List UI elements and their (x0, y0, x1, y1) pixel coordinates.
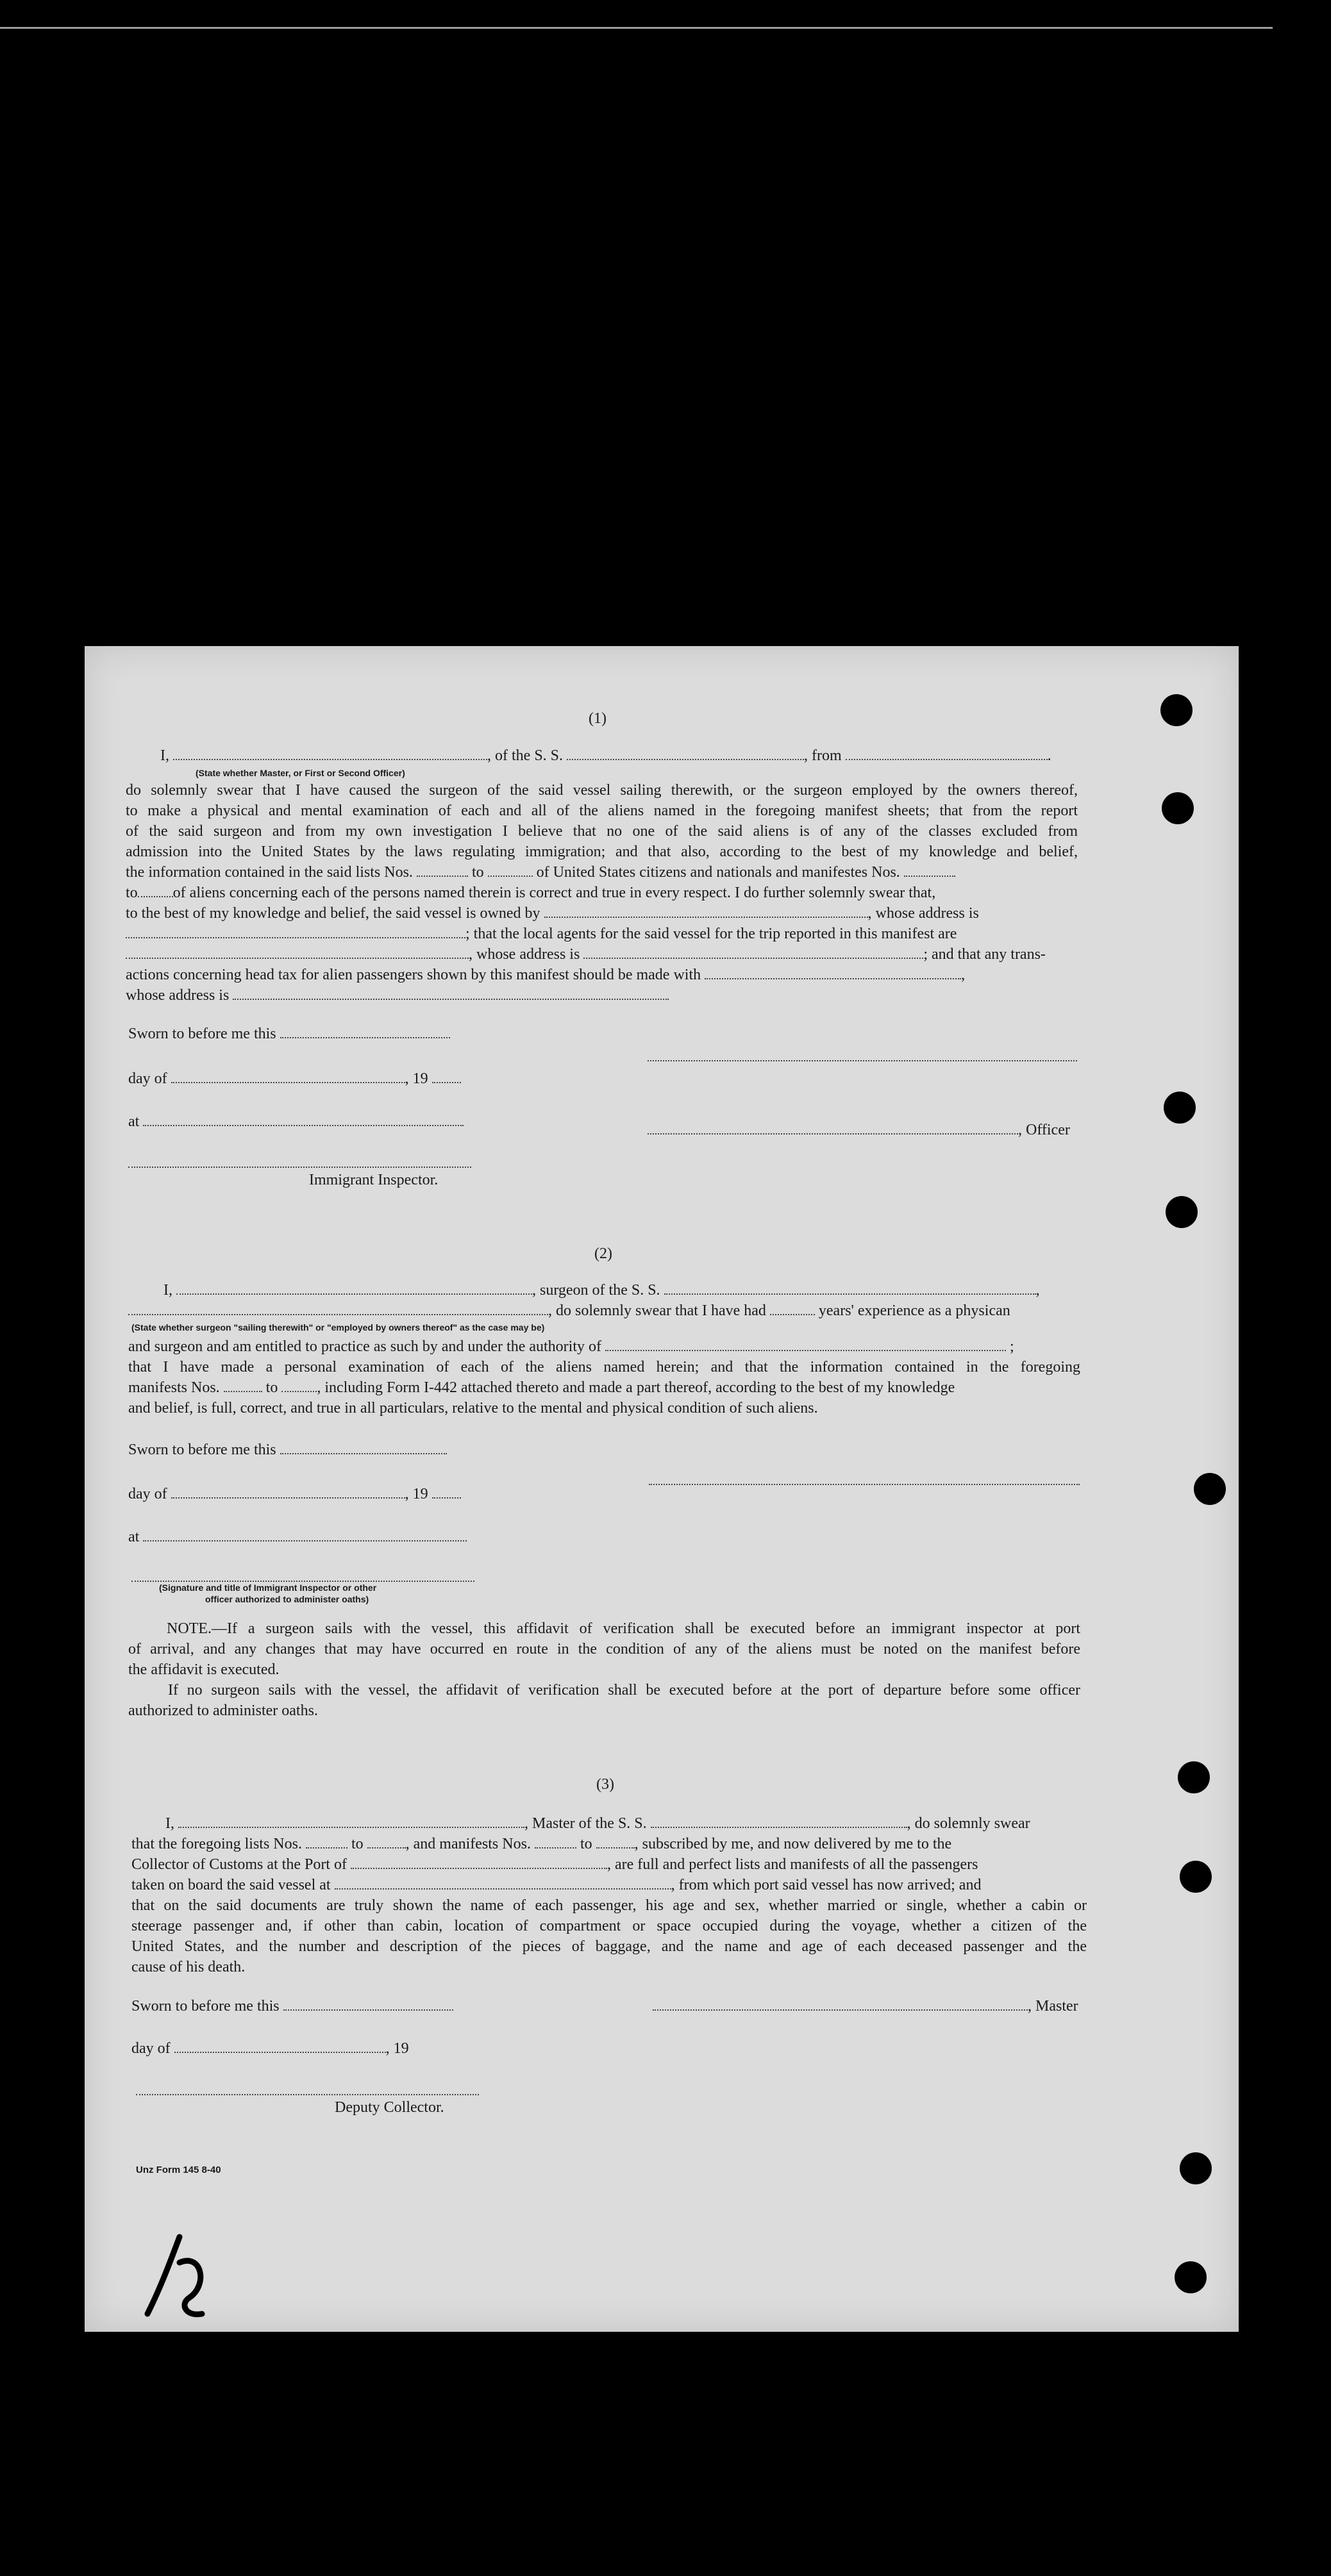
intro-i: I, (160, 747, 169, 764)
section1-line8 (126, 924, 957, 944)
sworn-date-blank (280, 1024, 450, 1038)
collector-signature-line (136, 2093, 479, 2095)
form-text: , including Form I-442 attached thereto and made a part thereof, according to the best of my knowledge (317, 1379, 955, 1396)
day-of-label: day of (128, 1486, 167, 1502)
punch-hole (1180, 2152, 1212, 2184)
year-blank (432, 1484, 461, 1499)
year-label: , 19 (385, 2040, 409, 2057)
section1-line5 (126, 862, 955, 883)
port-blank (351, 1855, 607, 1869)
do-swear-text: , do solemnly swear that I have had (548, 1302, 766, 1319)
head-tax-blank (705, 965, 961, 979)
punch-hole (1175, 2261, 1207, 2293)
vessel-name-blank (651, 1814, 907, 1828)
sworn-date-blank (283, 1997, 453, 2011)
punch-hole (1162, 792, 1194, 824)
whose-address-text: , whose address is (469, 946, 580, 963)
note-line: NOTE.—If a surgeon sails with the vessel, this affidavit of verification shall be executed before an immigrant inspector at port (167, 1620, 1080, 1637)
lists-from-blank (306, 1834, 347, 1849)
to-text: to (351, 1836, 364, 1852)
section3-line1 (165, 1813, 1030, 1834)
vessel-name-blank (664, 1281, 1036, 1295)
officer-signature (648, 1120, 1070, 1140)
from-port-blank (846, 746, 1048, 760)
to-text: to (471, 864, 484, 881)
section1-line1: I, , of the S. S. , from . (160, 747, 1051, 764)
section1-para-line: of the said surgeon and from my own investigation I believe that no one of the said aliens is of any of the classes excluded from (126, 823, 1078, 840)
section1-heading: (1) (589, 710, 607, 727)
at-blank (143, 1112, 464, 1126)
section2-heading: (2) (594, 1245, 612, 1262)
taken-on-board-text: taken on board the said vessel at (131, 1877, 331, 1893)
manifests-from-blank (904, 863, 955, 877)
officer-name-blank (173, 746, 487, 760)
surgeon-of-text: , surgeon of the S. S. (532, 1282, 660, 1299)
sworn-text (128, 1024, 450, 1044)
owner-blank (544, 904, 868, 918)
section1-line6 (126, 883, 935, 903)
master-signature-line (648, 1059, 1077, 1061)
punch-hole (1178, 1761, 1210, 1793)
section2-line1: I, , surgeon of the S. S. , (163, 1282, 1040, 1299)
punch-hole (1160, 694, 1193, 726)
years-blank (770, 1301, 815, 1315)
authority-text: and surgeon and am entitled to practice as such by and under the authority of (128, 1338, 601, 1355)
to-text: to (265, 1379, 278, 1396)
surgeon-name-blank (176, 1281, 532, 1295)
collector-text: Collector of Customs at the Port of (131, 1856, 347, 1873)
day-blank (174, 2039, 386, 2053)
at-label: at (128, 1529, 140, 1545)
perfect-lists-text: , are full and perfect lists and manifests of all the passengers (607, 1856, 978, 1873)
section3-para-line: that on the said documents are truly shown the name of each passenger, his age and sex, whether married or single, whether a cabin or (131, 1897, 1087, 1914)
signature-caption: (Signature and title of Immigrant Inspector or other (159, 1583, 377, 1593)
master-of-text: , Master of the S. S. (524, 1815, 647, 1832)
sworn-label: Sworn to before me this (128, 1442, 276, 1458)
manifests-from-blank (224, 1378, 262, 1392)
agents-blank (126, 945, 469, 959)
section1-line11 (126, 985, 669, 1006)
lists-nos-text: that the foregoing lists Nos. (131, 1836, 302, 1852)
note-line: the affidavit is executed. (128, 1661, 280, 1678)
years-experience-text: years' experience as a physican (818, 1302, 1010, 1319)
vessel-name-blank (567, 746, 804, 760)
intro-i: I, (163, 1282, 172, 1299)
punch-hole (1194, 1473, 1226, 1505)
whose-address-text: whose address is (126, 987, 230, 1004)
aliens-text: of aliens concerning each of the persons named therein is correct and true in every respect. I do further solemnly swear that, (172, 885, 936, 901)
arrived-text: , from which port said vessel has now arrived; and (671, 1877, 982, 1893)
authority-blank (605, 1337, 1006, 1351)
master-name-blank (178, 1814, 524, 1828)
intro-i: I, (165, 1815, 174, 1832)
state-caption: (State whether Master, or First or Second Officer) (196, 768, 405, 778)
handwritten-margin-mark (141, 2224, 212, 2320)
day-of-text (128, 1068, 461, 1089)
whose-address-text: , whose address is (867, 905, 979, 922)
section1-para-line: admission into the United States by the laws regulating immigration; and that also, according to the best of my knowledge and belief, (126, 843, 1078, 860)
sworn-text (131, 1996, 453, 2016)
section1-line9 (126, 944, 1046, 965)
section2-line5 (128, 1377, 955, 1398)
section2-line4: that I have made a personal examination of each of the aliens named herein; and that the information contained in the foregoing (128, 1359, 1080, 1375)
subscribed-text: , subscribed by me, and now delivered by me to the (634, 1836, 952, 1852)
at-label: at (128, 1113, 140, 1130)
day-blank (171, 1484, 405, 1499)
day-blank (171, 1069, 405, 1083)
note-line: of arrival, and any changes that may have occurred en route in the condition of any of the aliens must be noted on the manifest before (128, 1641, 1080, 1658)
section3-line3 (131, 1854, 978, 1875)
inspector-signature-line (128, 1165, 471, 1168)
deputy-collector: Deputy Collector. (335, 2099, 444, 2116)
at-blank (143, 1527, 467, 1541)
immigrant-inspector: Immigrant Inspector. (309, 1172, 439, 1188)
any-trans-text: ; and that any trans- (923, 946, 1046, 963)
section1-para-line: do solemnly swear that I have caused the surgeon of the said vessel sailing therewith, or the surgeon employed by the owners thereof, (126, 782, 1078, 799)
at-text (128, 1111, 464, 1132)
manifests-to-blank (138, 883, 173, 897)
section2-line6: and belief, is full, correct, and true in all particulars, relative to the mental and physical condition of such aliens. (128, 1400, 818, 1417)
agents-address-blank (583, 945, 923, 959)
punch-hole (1180, 1861, 1212, 1893)
note-line: authorized to administer oaths. (128, 1702, 318, 1719)
section3-para-line: cause of his death. (131, 1959, 246, 1975)
top-edge-line (0, 27, 1273, 29)
section3-para-line: United States, and the number and description of the pieces of baggage, and the name and age of each deceased passenger and the (131, 1938, 1087, 1955)
local-agents-text: ; that the local agents for the said vessel for the trip reported in this manifest are (465, 926, 957, 942)
lists-from-blank (417, 863, 468, 877)
sworn-text (128, 1440, 447, 1460)
year-label: , 19 (405, 1070, 428, 1087)
manifests-to-blank (281, 1378, 317, 1392)
signature-caption: officer authorized to administer oaths) (205, 1594, 369, 1604)
master-label: , Master (1028, 1998, 1078, 2015)
form-number: Unz Form 145 8-40 (136, 2165, 221, 2175)
at-text (128, 1527, 467, 1547)
sworn-label: Sworn to before me this (128, 1026, 276, 1042)
surgeon-type-blank (128, 1301, 548, 1315)
master-signature (653, 1996, 1078, 2016)
section3-para-line: steerage passenger and, if other than cabin, location of compartment or space occupied during the voyage, whether a citizen of the (131, 1918, 1087, 1934)
lists-to-blank (488, 863, 533, 877)
head-tax-address-blank (233, 986, 669, 1000)
to-text: to (580, 1836, 592, 1852)
head-tax-text: actions concerning head tax for alien passengers shown by this manifest should be made with (126, 967, 701, 983)
port-of-embarkation-blank (335, 1875, 671, 1890)
punch-hole (1166, 1196, 1198, 1228)
section2-line3: and surgeon and am entitled to practice as such by and under the authority of ; (128, 1338, 1014, 1355)
section1-line10: actions concerning head tax for alien passengers shown by this manifest should be made with , (126, 967, 966, 983)
manifests-nos-text: of United States citizens and nationals and manifestes Nos. (536, 864, 900, 881)
lists-to-blank (367, 1834, 406, 1849)
day-of-text (131, 2038, 409, 2059)
manifests-nos-text: , and manifests Nos. (405, 1836, 531, 1852)
section3-heading: (3) (596, 1776, 614, 1793)
from-text: , from (804, 747, 842, 764)
to-text: to (126, 885, 138, 901)
do-swear-text: , do solemnly swear (907, 1815, 1030, 1832)
year-blank (432, 1069, 461, 1083)
owned-by-text: to the best of my knowledge and belief, the said vessel is owned by (126, 905, 540, 922)
surgeon-signature-line (649, 1483, 1080, 1485)
sworn-label: Sworn to before me this (131, 1998, 280, 2015)
section1-line7 (126, 903, 979, 924)
master-signature-blank (653, 1997, 1028, 2011)
day-of-label: day of (131, 2040, 171, 2057)
lists-nos-text: the information contained in the said lists Nos. (126, 864, 413, 881)
section1-para-line: to make a physical and mental examination of each and all of the aliens named in the foregoing manifest sheets; that from the report (126, 802, 1078, 819)
officer-signature-blank (648, 1120, 1018, 1134)
section3-line2 (131, 1834, 951, 1854)
manifests-nos-text: manifests Nos. (128, 1379, 220, 1396)
of-ss-text: , of the S. S. (487, 747, 564, 764)
manifests-from-blank (535, 1834, 576, 1849)
owner-address-blank (126, 924, 465, 938)
sworn-date-blank (280, 1440, 447, 1454)
day-of-label: day of (128, 1070, 167, 1087)
punch-hole (1164, 1092, 1196, 1124)
day-of-text (128, 1484, 461, 1504)
surgeon-caption: (State whether surgeon "sailing therewith" or "employed by owners thereof" as the case may be) (131, 1322, 545, 1333)
officer-label: , Officer (1018, 1122, 1070, 1138)
section3-line4 (131, 1875, 981, 1895)
year-label: , 19 (405, 1486, 428, 1502)
manifests-to-blank (596, 1834, 635, 1849)
note-line: If no surgeon sails with the vessel, the affidavit of verification shall be executed before at the port of departure before some officer (168, 1682, 1080, 1699)
